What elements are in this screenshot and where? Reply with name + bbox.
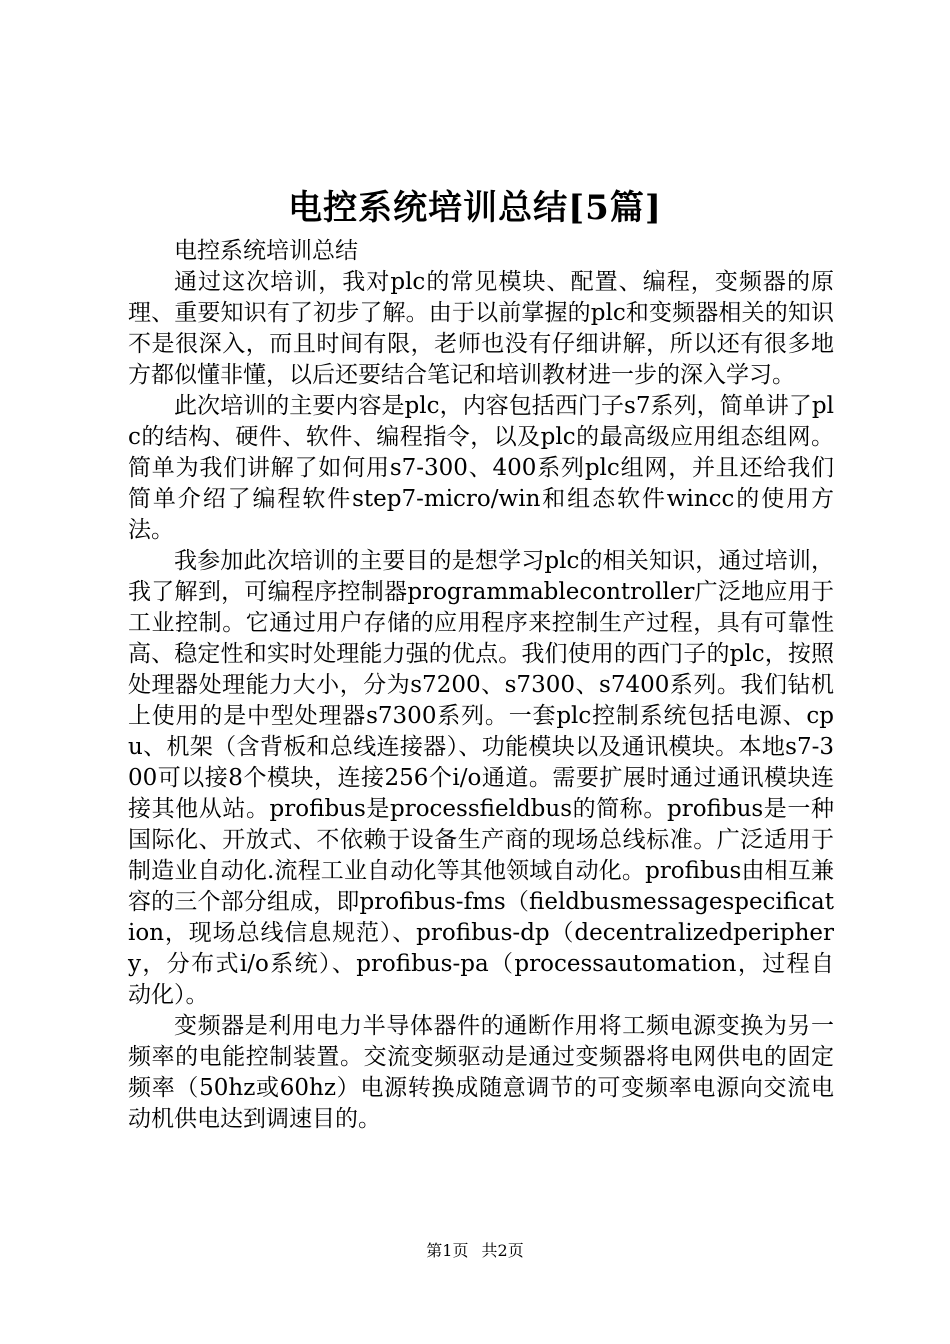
page-total: 共2页 (481, 1241, 524, 1260)
document-body (128, 236, 834, 1135)
paragraph: 此次培训的主要内容是plc，内容包括西门子s7系列，简单讲了plc的结构、硬件、软件、编程指令，以及plc的最高级应用组态组网。简单为我们讲解了如何用s7-300、400系列plc组网，并且还给我们简单介绍了编程软件step7-micro/win和组态软件wincc的使用方法。 (128, 393, 834, 543)
paragraph: 通过这次培训，我对plc的常见模块、配置、编程，变频器的原理、重要知识有了初步了解。由于以前掌握的plc和变频器相关的知识不是很深入，而且时间有限，老师也没有仔细讲解，所以还有很多地方都似懂非懂，以后还要结合笔记和培训教材进一步的深入学习。 (128, 269, 834, 388)
page-number: 第1页 (426, 1241, 469, 1260)
page-footer (0, 1240, 950, 1262)
document-title: 电控系统培训总结[5篇] (288, 188, 662, 228)
section-heading: 电控系统培训总结 (174, 238, 358, 264)
paragraph: 我参加此次培训的主要目的是想学习plc的相关知识，通过培训，我了解到，可编程序控制器programmablecontroller广泛地应用于工业控制。它通过用户存储的应用程序来控制生产过程，具有可靠性高、稳定性和实时处理能力强的优点。我们使用的西门子的plc，按照处理器处理能力大小，分为s7200、s7300、s7400系列。我们钻机上使用的是中型处理器s7300系列。一套plc控制系统包括电源、cpu、机架（含背板和总线连接器）、功能模块以及通讯模块。本地s7-300可以接8个模块，连接256个i/o通道。需要扩展时通过通讯模块连接其他从站。profibus是processfieldbus的简称。profibus是一种国际化、开放式、不依赖于设备生产商的现场总线标准。广泛适用于制造业自动化.流程工业自动化等其他领域自动化。profibus由相互兼容的三个部分组成，即profibus-fms（fieldbusmessagespecification，现场总线信息规范）、profibus-dp（decentralizedperiphery，分布式i/o系统）、profibus-pa（processautomation，过程自动化）。 (128, 548, 834, 1008)
paragraph: 变频器是利用电力半导体器件的通断作用将工频电源变换为另一频率的电能控制装置。交流变频驱动是通过变频器将电网供电的固定频率（50hz或60hz）电源转换成随意调节的可变频率电源向交流电动机供电达到调速目的。 (128, 1013, 834, 1132)
